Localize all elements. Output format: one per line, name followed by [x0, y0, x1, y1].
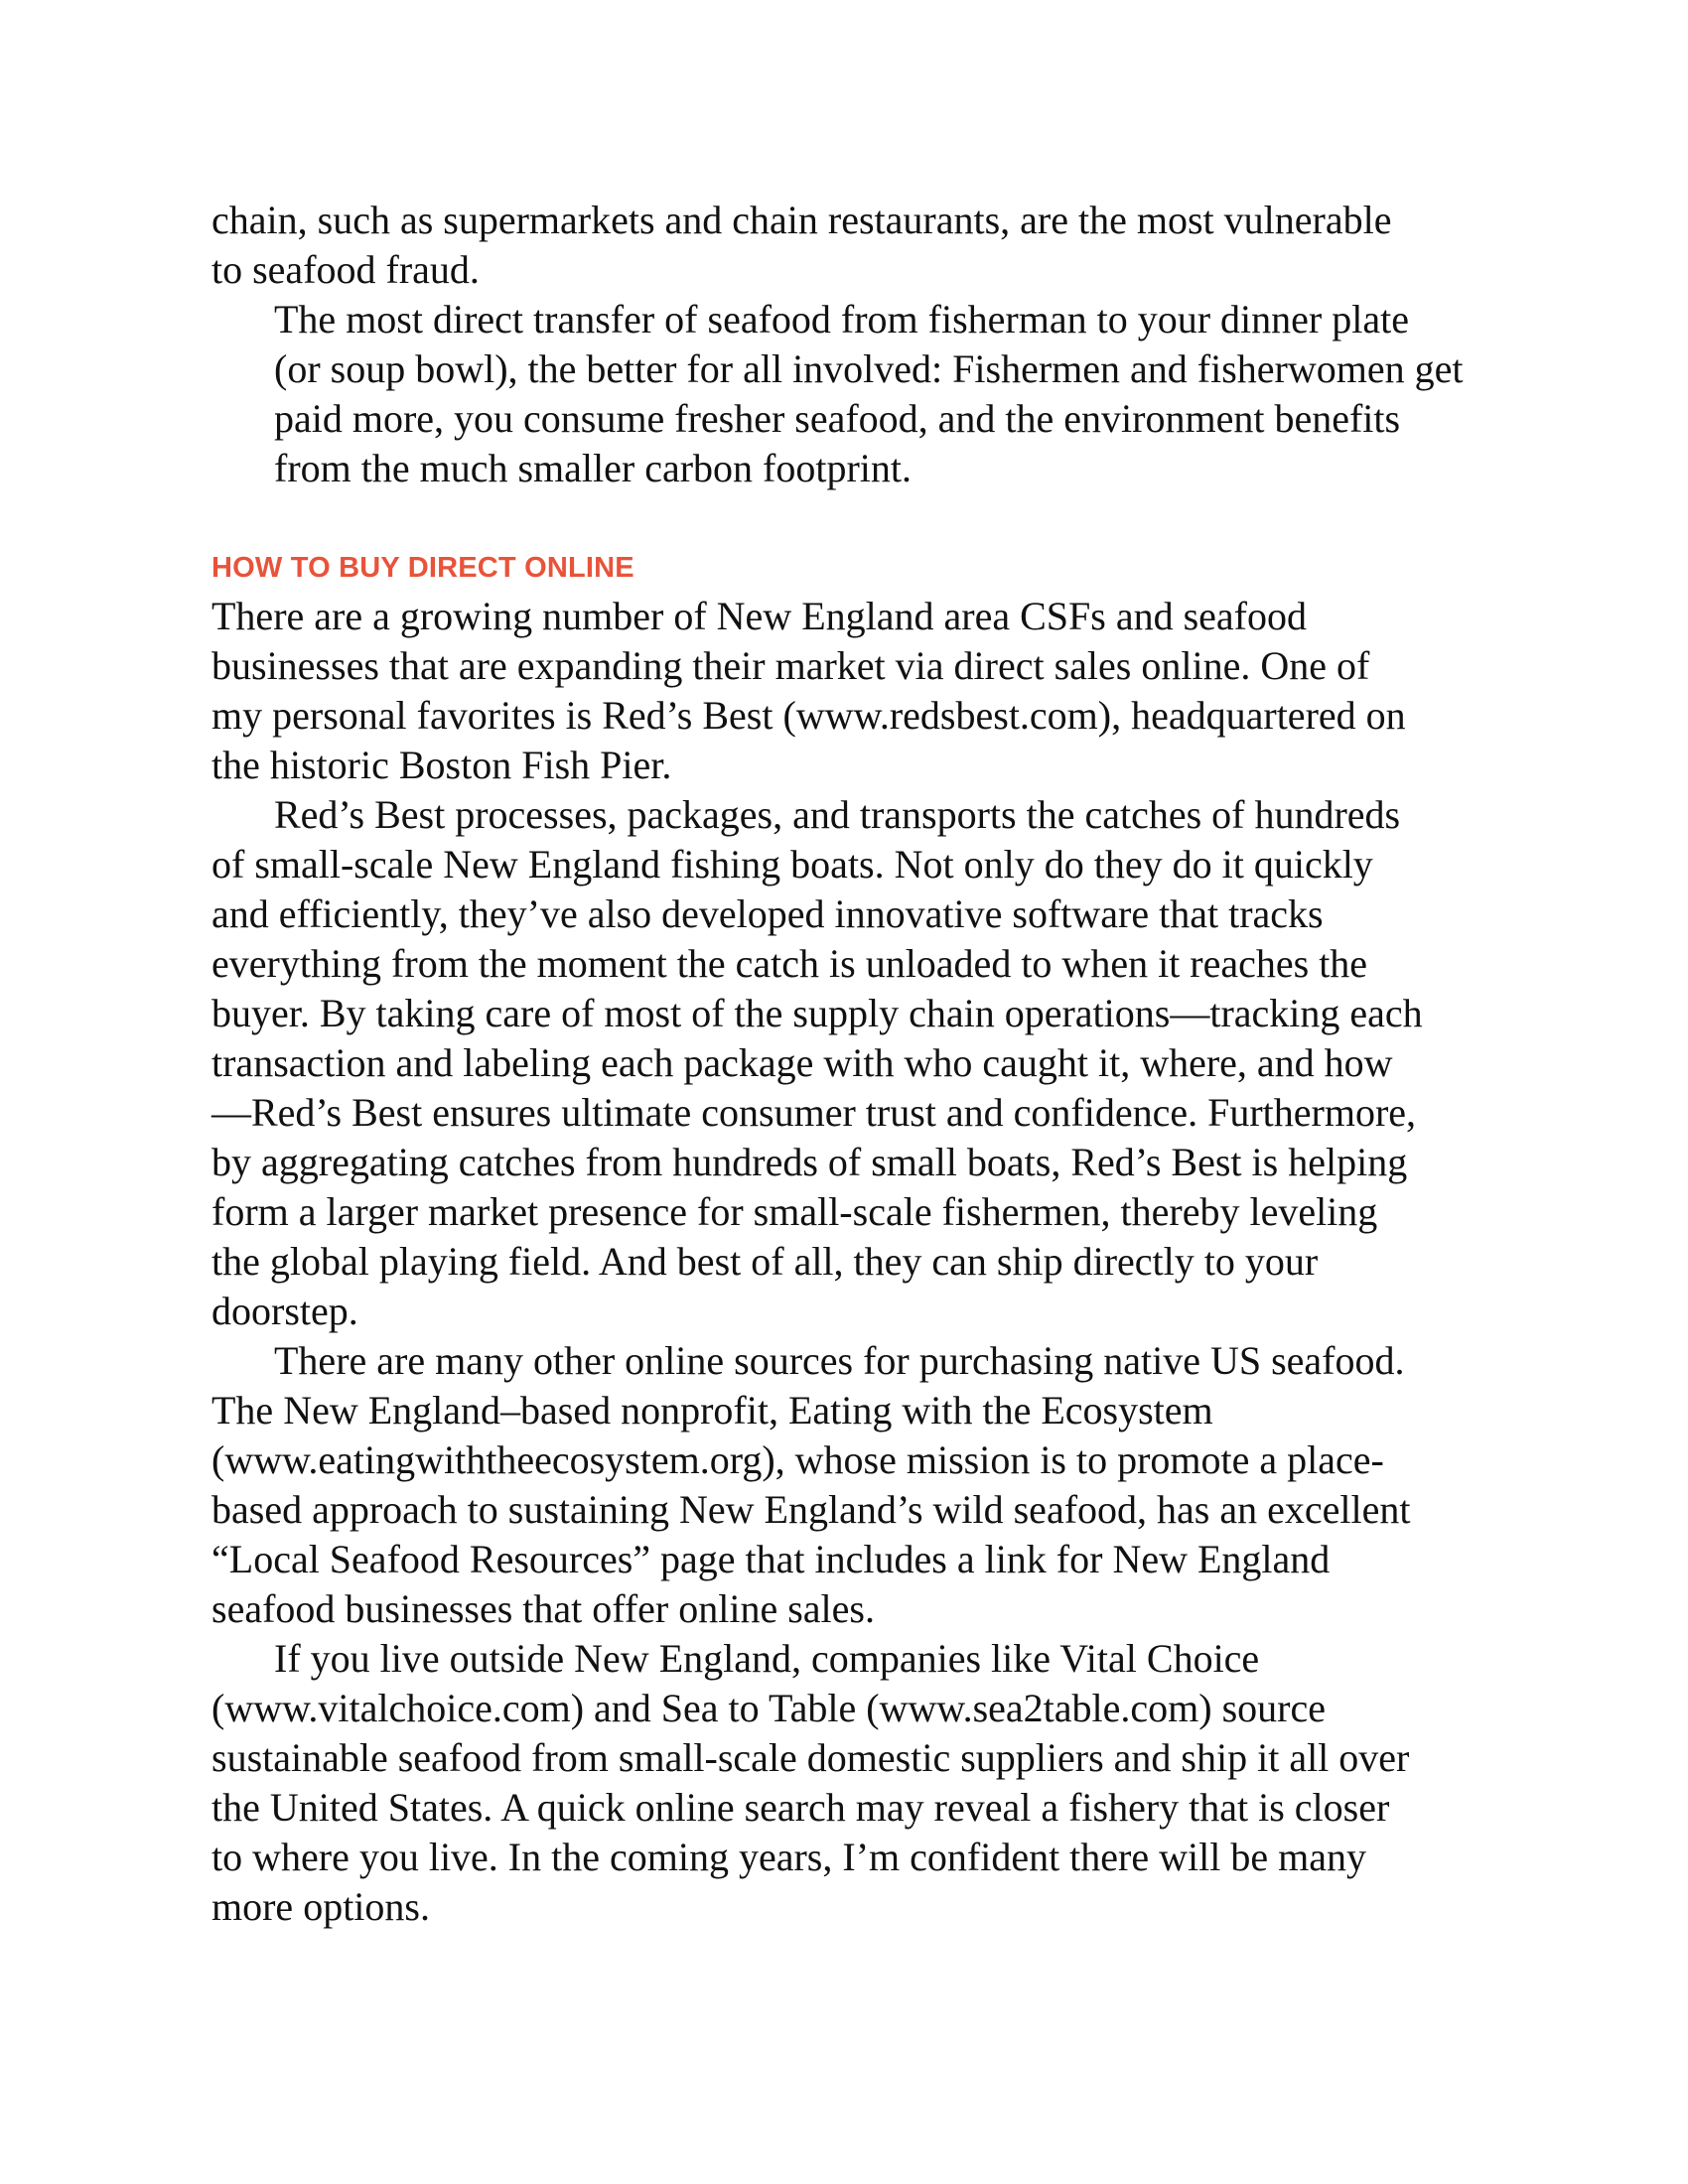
paragraph-intro-1 [211, 196, 1502, 295]
text-line: paid more, you consume fresher seafood, and the environment benefits [274, 396, 1401, 441]
text-line: —Red’s Best ensures ultimate consumer trust and confidence. Furthermore, [211, 1090, 1417, 1135]
text-line: of small-scale New England fishing boats. Not only do they do it quickly [211, 842, 1373, 887]
text-line: chain, such as supermarkets and chain restaurants, are the most vulnerable [211, 198, 1392, 242]
section-spacer [211, 493, 1502, 548]
text-line: The most direct transfer of seafood from fisherman to your dinner plate [274, 297, 1409, 341]
text-line: the United States. A quick online search may reveal a fishery that is closer [211, 1785, 1390, 1830]
text-line: everything from the moment the catch is unloaded to when it reaches the [211, 941, 1368, 986]
text-line: There are a growing number of New England area CSFs and seafood [211, 594, 1307, 638]
text-line: There are many other online sources for purchasing native US seafood. [274, 1338, 1405, 1383]
text-line: doorstep. [211, 1289, 358, 1333]
text-line: more options. [211, 1884, 430, 1929]
paragraph-section-1 [211, 592, 1502, 790]
text-line: buyer. By taking care of most of the supply chain operations—tracking each [211, 991, 1423, 1035]
text-line: the historic Boston Fish Pier. [211, 743, 672, 787]
text-line: to where you live. In the coming years, I’m confident there will be many [211, 1835, 1366, 1879]
text-line: my personal favorites is Red’s Best (www.redsbest.com), headquartered on [211, 693, 1406, 738]
paragraph-section-4 [211, 1634, 1502, 1932]
text-line: (www.eatingwiththeecosystem.org), whose mission is to promote a place- [211, 1437, 1384, 1482]
text-line: sustainable seafood from small-scale domestic suppliers and ship it all over [211, 1735, 1410, 1780]
text-line: The New England–based nonprofit, Eating with the Ecosystem [211, 1388, 1213, 1433]
section-body [211, 592, 1502, 1932]
text-line: seafood businesses that offer online sales. [211, 1586, 875, 1631]
text-line: form a larger market presence for small-scale fishermen, thereby leveling [211, 1189, 1378, 1234]
intro-section [211, 196, 1502, 493]
text-line: Red’s Best processes, packages, and transports the catches of hundreds [274, 792, 1401, 837]
text-line: transaction and labeling each package with who caught it, where, and how [211, 1040, 1393, 1085]
text-line: to seafood fraud. [211, 247, 480, 292]
paragraph-section-2 [211, 790, 1502, 1336]
text-line: the global playing field. And best of all, they can ship directly to your [211, 1239, 1319, 1284]
text-line: and efficiently, they’ve also developed innovative software that tracks [211, 891, 1324, 936]
text-line: (or soup bowl), the better for all involved: Fishermen and fisherwomen get [274, 346, 1464, 391]
text-line: If you live outside New England, companies like Vital Choice [274, 1636, 1260, 1681]
page-content [211, 196, 1502, 1932]
text-line: based approach to sustaining New England’s wild seafood, has an excellent [211, 1487, 1411, 1532]
text-line: (www.vitalchoice.com) and Sea to Table (www.sea2table.com) source [211, 1686, 1326, 1730]
paragraph-intro-2 [211, 295, 1502, 493]
text-line: “Local Seafood Resources” page that includes a link for New England [211, 1537, 1331, 1581]
text-line: from the much smaller carbon footprint. [274, 446, 913, 490]
paragraph-section-3 [211, 1336, 1502, 1634]
text-line: by aggregating catches from hundreds of small boats, Red’s Best is helping [211, 1140, 1408, 1184]
section-heading: HOW TO BUY DIRECT ONLINE [211, 552, 634, 584]
text-line: businesses that are expanding their market via direct sales online. One of [211, 643, 1370, 688]
